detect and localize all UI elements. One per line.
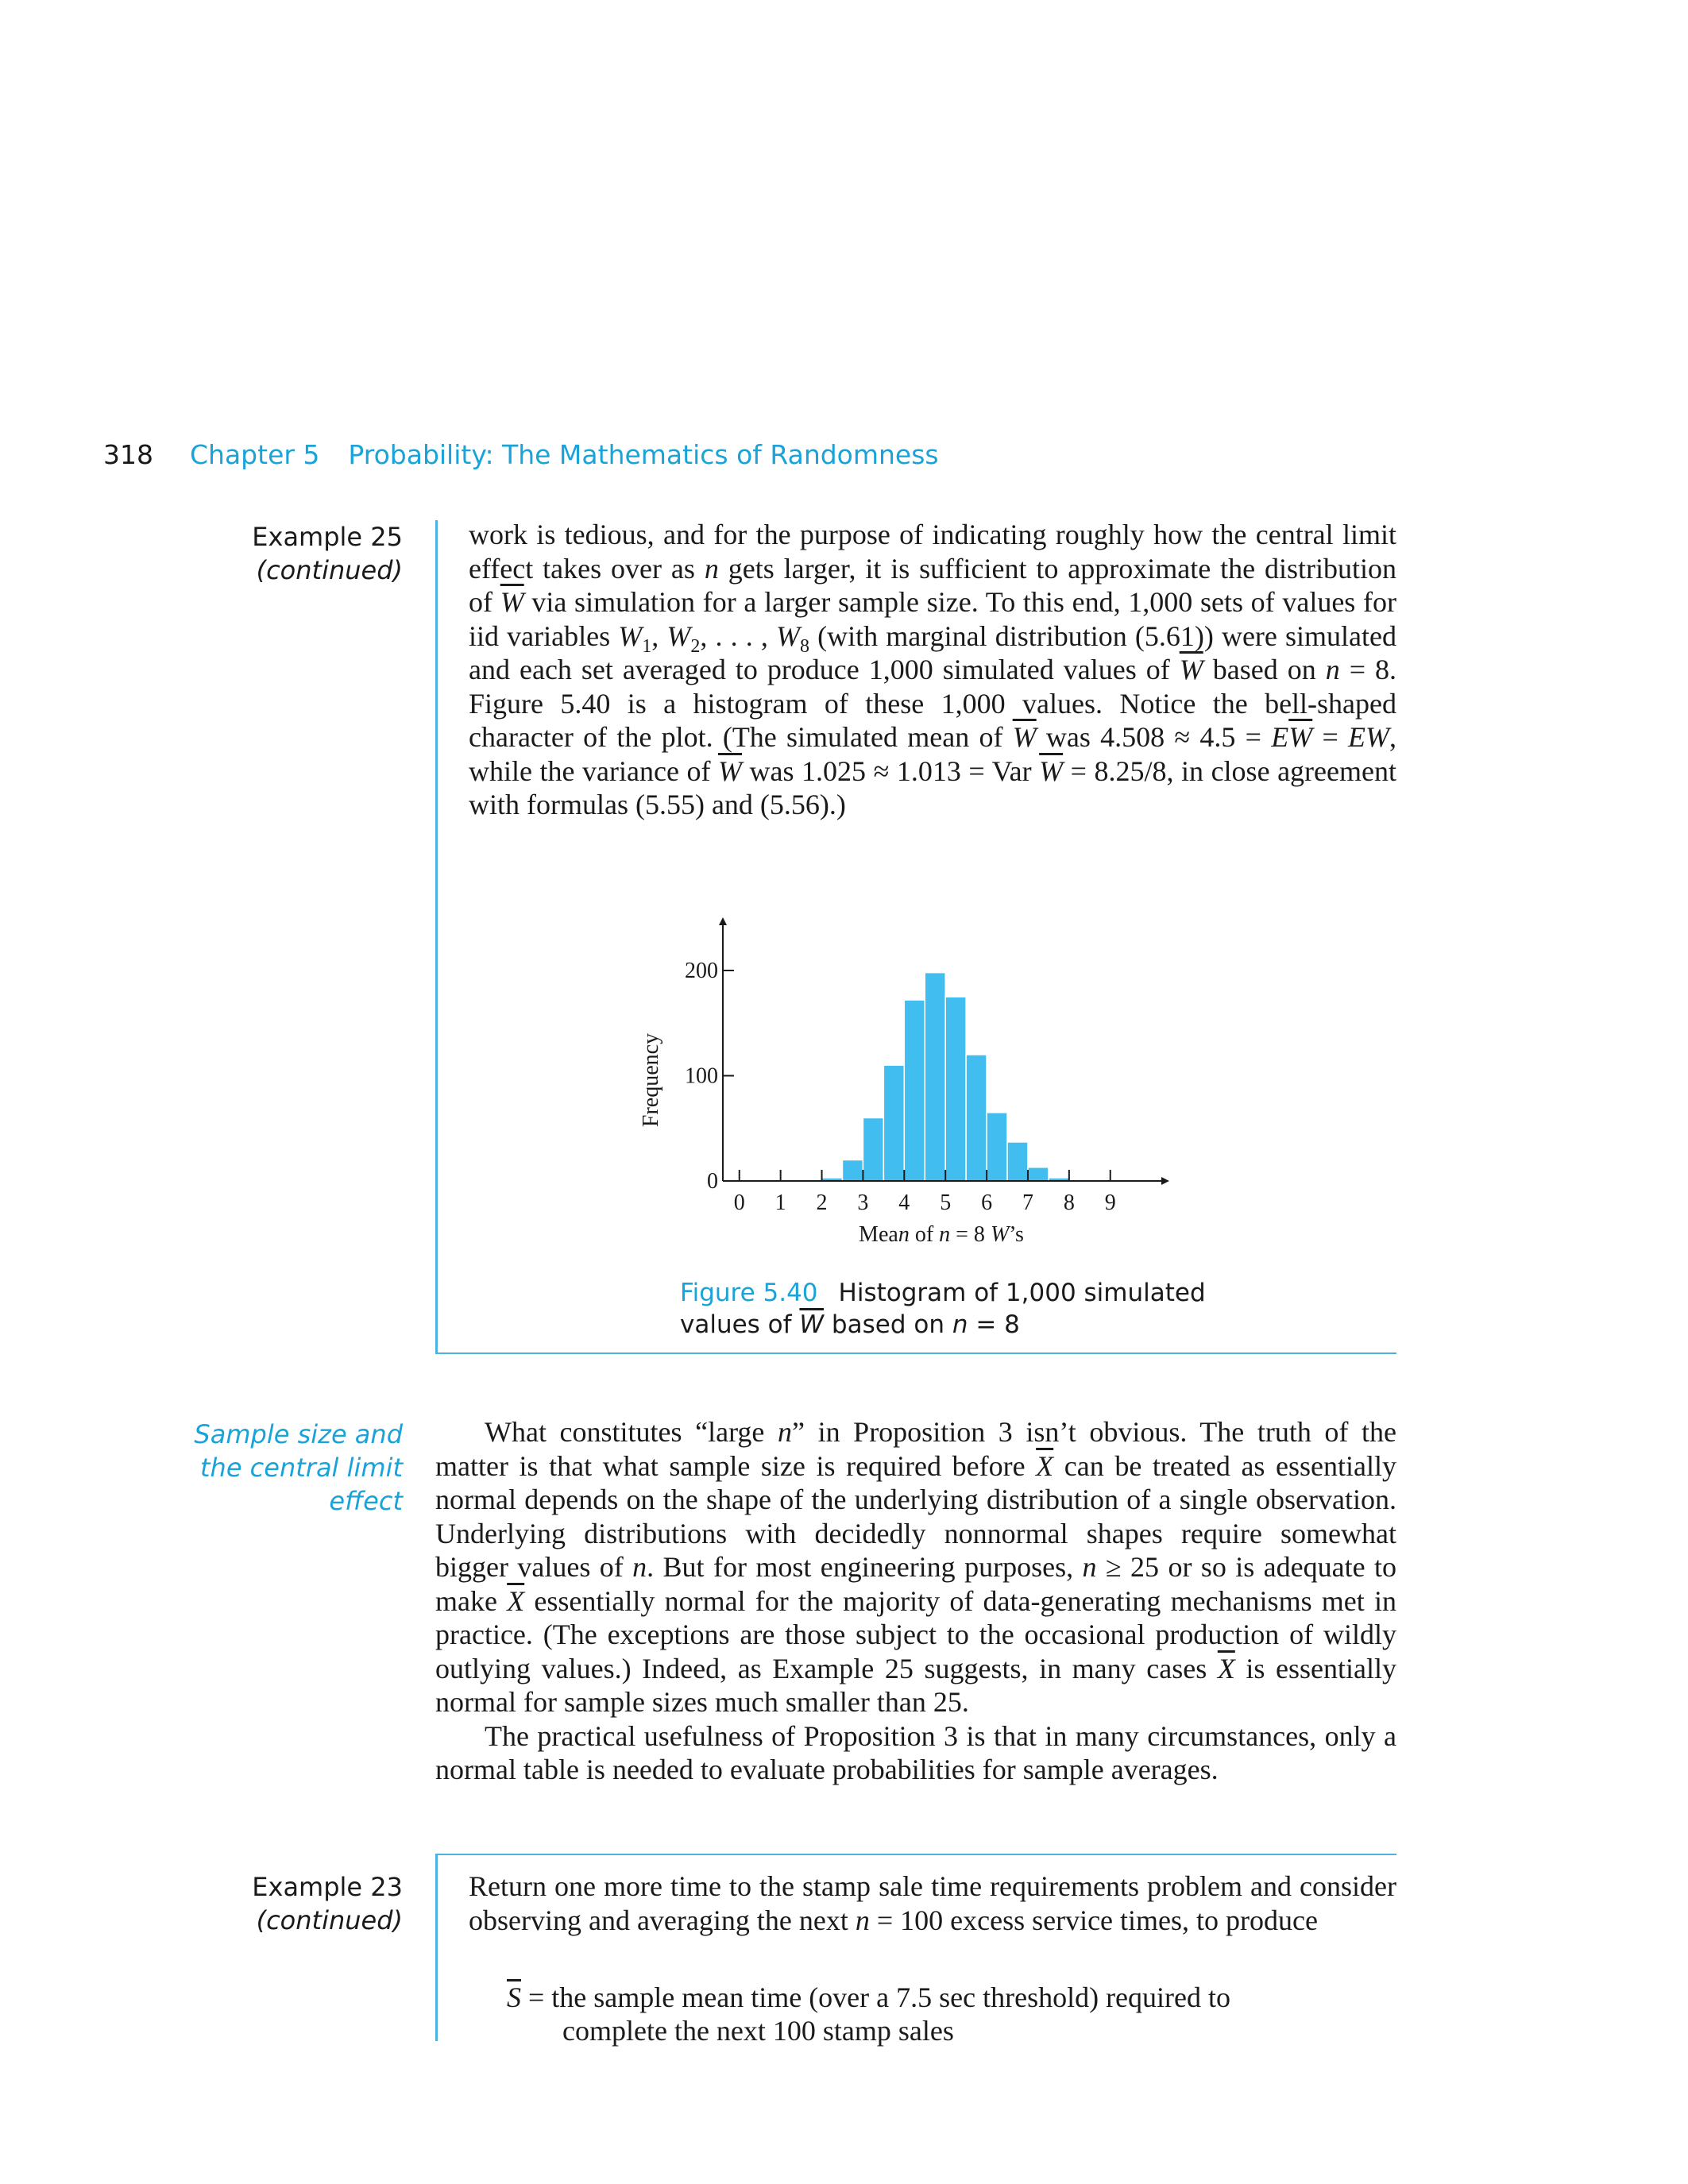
x-tick-label: 5 xyxy=(940,1190,952,1215)
paragraph-2: The practical usefulness of Proposition 3 is that in many circumstances, only a normal table is needed to evaluate probabilities for sample averages. xyxy=(435,1719,1396,1785)
x-tick-label: 6 xyxy=(981,1190,993,1215)
example-23-label xyxy=(252,1870,403,1937)
figure-caption xyxy=(680,1277,1206,1341)
histogram-bar xyxy=(904,1000,925,1181)
continued-label: (continued) xyxy=(256,555,403,585)
caption-line-2: values of $\overline{W}$ based on n = 8 xyxy=(680,1310,1020,1339)
continued-label: (continued) xyxy=(256,1905,403,1935)
y-axis-label: Frequency xyxy=(639,1032,663,1128)
y-tick-label: 0 xyxy=(707,1169,718,1194)
margin-note: Sample size and the central limit effect xyxy=(194,1419,403,1516)
main-text xyxy=(435,1415,1396,1787)
histogram-bar xyxy=(883,1065,904,1181)
histogram-bar xyxy=(1028,1167,1049,1181)
histogram-figure xyxy=(620,909,1223,1275)
x-tick-label: 3 xyxy=(857,1190,869,1215)
paragraph-1: What constitutes “large n” in Proposition 3 isn’t obvious. The truth of the matter is that what sample size is required before $\overline{X}$ can be treated as essentially normal depends on the shape of the underlying distribution of a single observation. Underlying distributions with decidedly nonnormal shapes require somewhat bigger values of n. But for most engineering purposes, n ≥ 25 or so is adequate to make $\overline{X}$ essentially normal for the majority of data-generating mechanisms met in practice. (The exceptions are those subject to the occasional production of wildly outlying values.) Indeed, as Example 25 suggests, in many cases $\overline{X}$ is essentially normal for sample sizes much smaller than 25. xyxy=(435,1416,1396,1718)
caption-line-1: Histogram of 1,000 simulated xyxy=(838,1279,1206,1307)
x-tick-label: 8 xyxy=(1063,1190,1075,1215)
running-header xyxy=(103,439,939,470)
example-25-rule xyxy=(435,520,438,1354)
example-label: Example 25 xyxy=(252,522,403,552)
histogram-bar xyxy=(925,973,945,1181)
example-25-text: work is tedious, and for the purpose of indicating roughly how the central limit effect takes over as n gets larger, it is sufficient to approximate the distribution of $\overline{W}$ via simulation for a larger sample size. To this end, 1,000 sets of values for iid variables $W_1$, $W_2$, . . . , $W_8$ (with marginal distribution (5.61)) were simulated and each set averaged to produce 1,000 simulated values of $\overline{W}$ based on n = 8. Figure 5.40 is a histogram of these 1,000 values. Notice the bell-shaped character of the plot. (The simulated mean of $\overline{W}$ was $4.508 \approx 4.5 = E\overline{W}$ = EW, while the variance of $\overline{W}$ was 1.025 ≈ 1.013 = Var $\overline{W} = 8.25/8$, in close agreement with formulas (5.55) and (5.56).) xyxy=(469,519,1397,820)
example-23-top-rule xyxy=(435,1854,1396,1855)
histogram-bar xyxy=(842,1160,863,1182)
x-axis-label: Mean of n = 8 W’s xyxy=(859,1222,1024,1247)
x-tick-label: 9 xyxy=(1104,1190,1116,1215)
histogram-bar xyxy=(966,1055,987,1181)
y-tick-label: 100 xyxy=(685,1063,718,1089)
histogram-bar xyxy=(1007,1142,1028,1181)
histogram-bar xyxy=(987,1113,1007,1181)
definition-line-1: $\overline{S}$ = the sample mean time (over a 7.5 sec threshold) required to xyxy=(507,1981,1231,2013)
y-ticks xyxy=(685,959,734,1194)
example-25-label xyxy=(252,520,403,587)
y-tick-label: 200 xyxy=(685,959,718,983)
page-number: 318 xyxy=(103,439,153,470)
definition-block xyxy=(507,1981,1381,2047)
definition-line-2: complete the next 100 stamp sales xyxy=(562,2015,954,2047)
example-25-bottom-rule xyxy=(435,1352,1396,1354)
example-23-text: Return one more time to the stamp sale time requirements problem and consider observing and averaging the next n = 100 excess service times, to produce xyxy=(469,1870,1396,1936)
x-tick-label: 1 xyxy=(774,1190,786,1215)
histogram-bar xyxy=(945,997,966,1181)
example-label: Example 23 xyxy=(252,1872,403,1902)
x-tick-label: 7 xyxy=(1022,1190,1033,1215)
x-tick-label: 2 xyxy=(816,1190,828,1215)
histogram-bar xyxy=(863,1118,883,1182)
histogram-chart xyxy=(620,909,1223,1275)
x-tick-label: 4 xyxy=(898,1190,910,1215)
example-23-rule xyxy=(435,1854,438,2041)
histogram-bars xyxy=(822,973,1069,1181)
figure-label: Figure 5.40 xyxy=(680,1279,818,1307)
chapter-title: Probability: The Mathematics of Randomness xyxy=(348,439,939,470)
x-tick-label: 0 xyxy=(733,1190,745,1215)
chapter-label: Chapter 5 xyxy=(190,439,320,470)
